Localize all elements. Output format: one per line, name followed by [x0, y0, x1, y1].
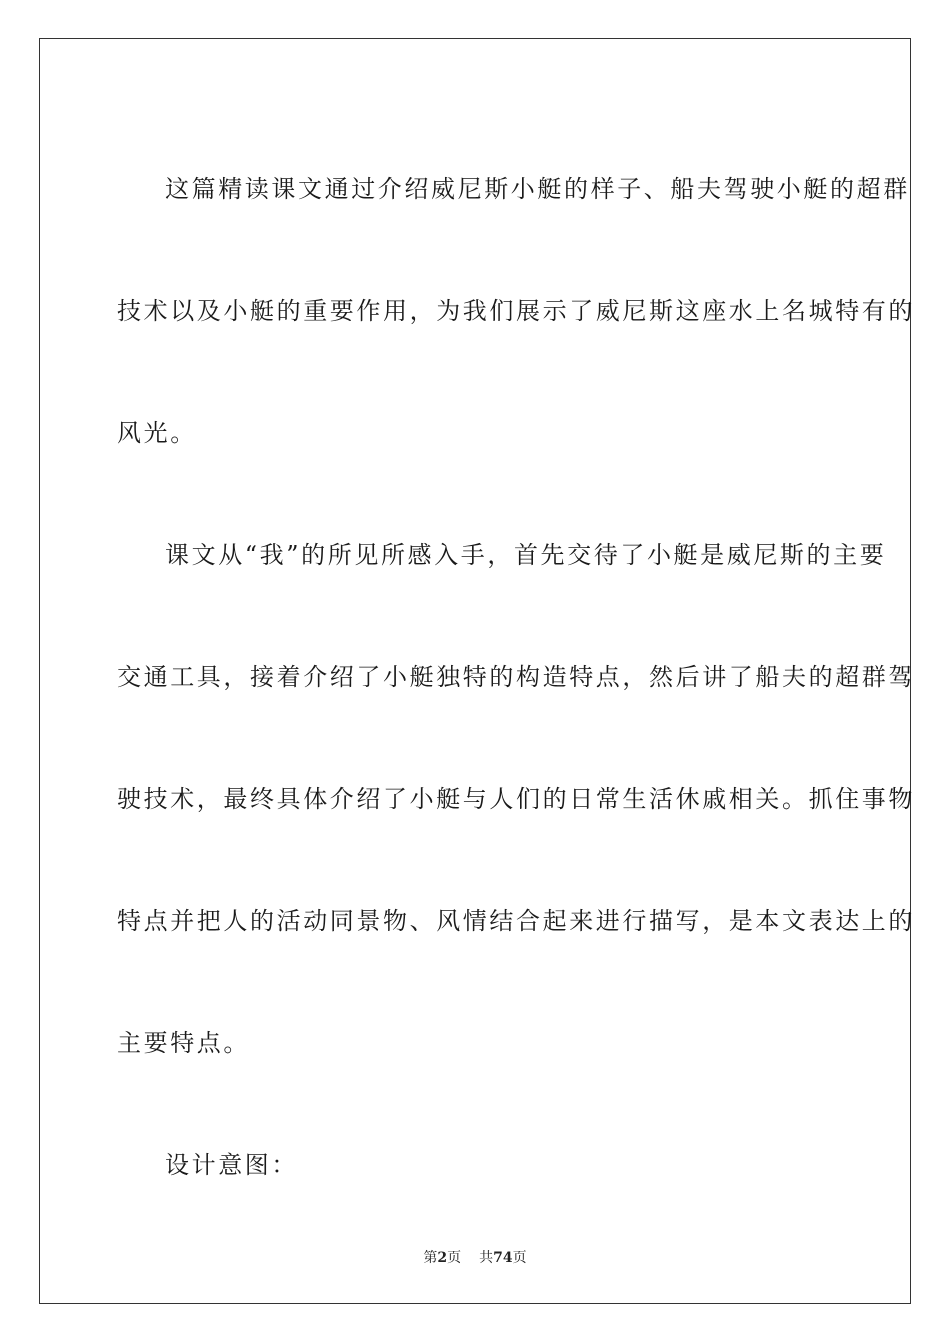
text-line: 驶技术，最终具体介绍了小艇与人们的日常生活休戚相关。抓住事物: [117, 785, 915, 813]
text-line: 风光。: [117, 419, 197, 447]
total-suffix: 页: [512, 1250, 527, 1266]
text-line: 设计意图：: [165, 1151, 298, 1179]
page-prefix: 第: [423, 1250, 438, 1266]
total-prefix: 共: [479, 1250, 494, 1266]
document-body: [117, 128, 915, 1226]
paragraph-1: [117, 128, 915, 494]
page-footer: [0, 1247, 950, 1267]
text-line: 技术以及小艇的重要作用，为我们展示了威尼斯这座水上名城特有的: [117, 297, 915, 325]
text-line: 这篇精读课文通过介绍威尼斯小艇的样子、船夫驾驶小艇的超群: [165, 175, 910, 203]
text-line: 交通工具，接着介绍了小艇独特的构造特点，然后讲了船夫的超群驾: [117, 663, 915, 691]
text-line: 主要特点。: [117, 1029, 250, 1057]
text-line: 特点并把人的活动同景物、风情结合起来进行描写，是本文表达上的: [117, 907, 915, 935]
page-suffix: 页: [447, 1250, 462, 1266]
page-number: 2: [437, 1250, 448, 1266]
total-pages: 74: [493, 1250, 513, 1266]
paragraph-2: [117, 494, 915, 1104]
text-line: 课文从“我”的所见所感入手，首先交待了小艇是威尼斯的主要: [165, 541, 887, 569]
paragraph-3: [117, 1104, 831, 1226]
